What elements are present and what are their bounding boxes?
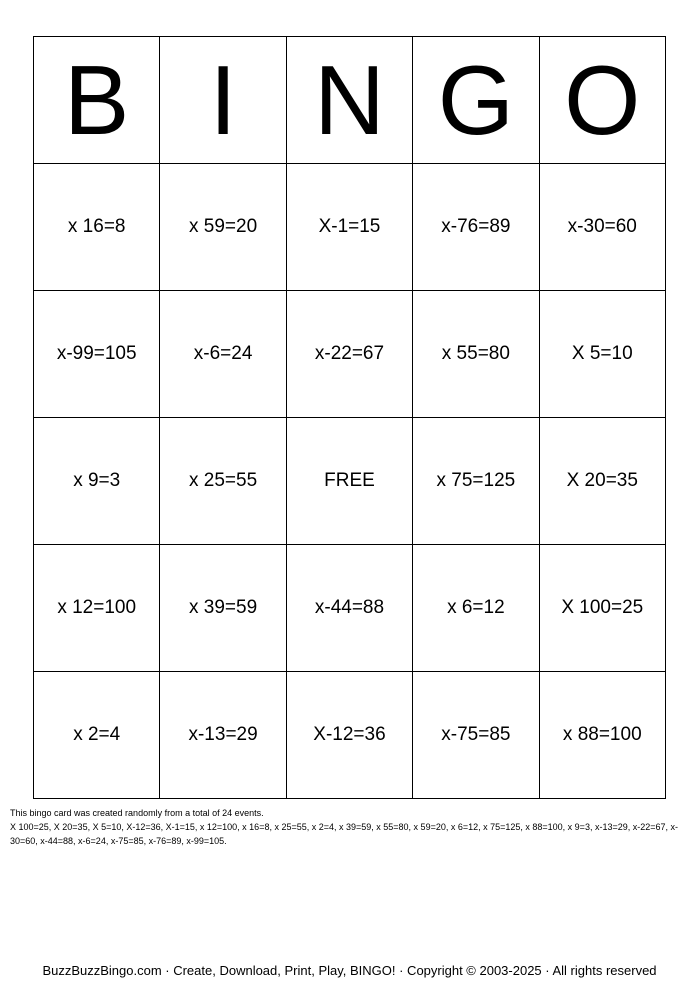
card-cell: x 39=59 [160, 545, 286, 672]
card-cell: x-44=88 [286, 545, 412, 672]
card-cell: X 5=10 [539, 291, 665, 418]
card-row [34, 291, 666, 418]
card-cell: x-22=67 [286, 291, 412, 418]
footer: BuzzBuzzBingo.com · Create, Download, Print, Play, BINGO! · Copyright © 2003-2025 · All rights reserved [42, 963, 657, 978]
description-text: This bingo card was created randomly from a total of 24 events. [10, 808, 264, 818]
card-row [34, 672, 666, 799]
card-description [10, 806, 690, 848]
card-cell: x 12=100 [34, 545, 160, 672]
bingo-card [33, 36, 666, 799]
card-cell: x 75=125 [413, 418, 539, 545]
card-cell: X 100=25 [539, 545, 665, 672]
card-cell: X 20=35 [539, 418, 665, 545]
card-cell: x 16=8 [34, 164, 160, 291]
card-cell: x 25=55 [160, 418, 286, 545]
header-row [34, 37, 666, 164]
header-letter: N [286, 37, 412, 164]
header-letter: B [34, 37, 160, 164]
card-cell: x 6=12 [413, 545, 539, 672]
events-list: X 100=25, X 20=35, X 5=10, X-12=36, X-1=15, x 12=100, x 16=8, x 25=55, x 2=4, x 39=59, x 55=80, x 59=20, x 6=12, x 75=125, x 88=100, x 9=3, x-13=29, x-22=67, x-30=60, x-44=88, x-6=24, x-75=85, x-76=89, x-99=105. [10, 822, 678, 846]
card-cell: x-76=89 [413, 164, 539, 291]
card-cell: x-13=29 [160, 672, 286, 799]
free-cell: FREE [286, 418, 412, 545]
card-cell: x 88=100 [539, 672, 665, 799]
card-row [34, 418, 666, 545]
card-cell: x-30=60 [539, 164, 665, 291]
card-cell: x 55=80 [413, 291, 539, 418]
header-letter: O [539, 37, 665, 164]
card-cell: x 59=20 [160, 164, 286, 291]
card-cell: x-75=85 [413, 672, 539, 799]
card-cell: x 9=3 [34, 418, 160, 545]
card-cell: X-12=36 [286, 672, 412, 799]
card-row [34, 545, 666, 672]
card-row [34, 164, 666, 291]
card-cell: x-6=24 [160, 291, 286, 418]
header-letter: I [160, 37, 286, 164]
card-cell: x-99=105 [34, 291, 160, 418]
card-cell: x 2=4 [34, 672, 160, 799]
card-cell: X-1=15 [286, 164, 412, 291]
header-letter: G [413, 37, 539, 164]
